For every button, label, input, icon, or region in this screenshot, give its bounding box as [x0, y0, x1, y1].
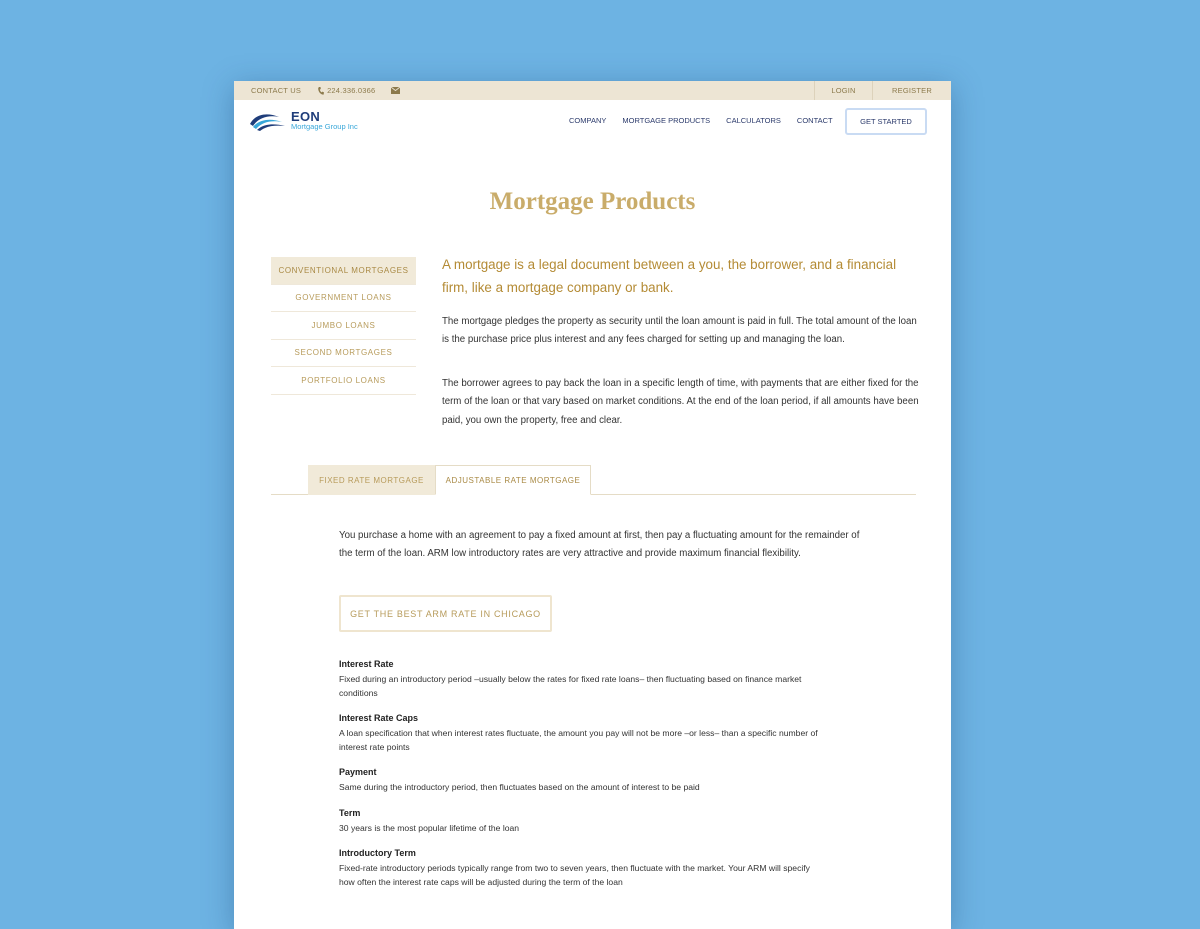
definition-term: Term — [339, 807, 361, 818]
phone-number: 224.336.0366 — [327, 86, 376, 95]
wave-logo-icon — [249, 110, 291, 132]
definition-text: Same during the introductory period, then fluctuates based on the amount of interest to be paid — [339, 782, 700, 792]
utility-bar — [234, 81, 951, 100]
main-nav — [569, 116, 849, 125]
best-arm-rate-button[interactable]: GET THE BEST ARM RATE IN CHICAGO — [339, 595, 552, 632]
definition-term: Interest Rate — [339, 659, 394, 669]
sidebar-item-jumbo-loans[interactable]: JUMBO LOANS — [271, 312, 416, 340]
definition-term: Introductory Term — [339, 848, 416, 858]
login-link[interactable]: LOGIN — [814, 81, 872, 100]
arm-description: You purchase a home with an agreement to pay a fixed amount at first, then pay a fluctuating amount for the remainder of the term of the loan. ARM low introductory rates are very attractive and provide maximum financial flexibility. — [339, 530, 860, 560]
get-started-button[interactable]: GET STARTED — [845, 108, 927, 135]
intro-paragraph: The mortgage pledges the property as security until the loan amount is paid in full. The total amount of the loan is the purchase price plus interest and any fees charged for setting up and managing the loan. — [442, 316, 917, 346]
nav-mortgage-products[interactable]: MORTGAGE PRODUCTS — [622, 116, 711, 125]
definition-text: Fixed during an introductory period –usually below the rates for fixed rate loans– then fluctuating based on finance market conditions — [339, 674, 802, 698]
definition-item — [339, 847, 819, 889]
email-link[interactable] — [391, 87, 400, 94]
phone-link[interactable] — [318, 86, 375, 95]
definition-item — [339, 658, 819, 700]
product-sidebar — [271, 257, 416, 395]
logo-name: EON — [291, 109, 321, 124]
definition-text: 30 years is the most popular lifetime of the loan — [339, 822, 520, 833]
contact-us-link[interactable]: CONTACT US — [251, 86, 302, 95]
definition-text: Fixed-rate introductory periods typically range from two to seven years, then fluctuate with the market. Your ARM will specify how often the interest rate caps will be adjusted during the term of the loan — [339, 863, 810, 887]
envelope-icon — [391, 87, 400, 94]
nav-contact[interactable]: CONTACT — [796, 116, 833, 125]
page-title: Mortgage Products — [489, 188, 696, 215]
sidebar-item-second-mortgages[interactable]: SECOND MORTGAGES — [271, 340, 416, 368]
sidebar-item-portfolio-loans[interactable]: PORTFOLIO LOANS — [271, 367, 416, 395]
tab-fixed-rate-mortgage[interactable]: FIXED RATE MORTGAGE — [308, 465, 435, 495]
definition-item — [339, 766, 819, 795]
nav-company[interactable]: COMPANY — [569, 116, 607, 125]
web-page — [234, 81, 951, 929]
site-header — [234, 100, 951, 144]
sidebar-item-government-loans[interactable]: GOVERNMENT LOANS — [271, 285, 416, 313]
definition-text: A loan specification that when interest rates fluctuate, the amount you pay will not be more –or less– than a specific number of interest rate points — [339, 728, 818, 752]
nav-calculators[interactable]: CALCULATORS — [726, 116, 781, 125]
logo[interactable] — [249, 110, 358, 132]
definition-item — [339, 712, 819, 754]
intro-lead: A mortgage is a legal document between a you, the borrower, and a financial firm, like a mortgage company or bank. — [442, 257, 897, 295]
definition-term: Payment — [339, 767, 377, 777]
sidebar-item-conventional-mortgages[interactable]: CONVENTIONAL MORTGAGES — [271, 257, 416, 285]
phone-icon — [318, 87, 324, 95]
register-link[interactable]: REGISTER — [872, 81, 951, 100]
logo-subtitle: Mortgage Group Inc — [291, 122, 358, 131]
definition-term: Interest Rate Caps — [339, 713, 419, 723]
intro-paragraph: The borrower agrees to pay back the loan in a specific length of time, with payments that are either fixed for the term of the loan or that vary based on market conditions. At the end of the loan period, if all amounts have been paid, you own the property, free and clear. — [442, 378, 919, 426]
tab-adjustable-rate-mortgage[interactable]: ADJUSTABLE RATE MORTGAGE — [435, 465, 591, 495]
definition-item — [339, 807, 819, 836]
arm-definitions — [339, 658, 819, 901]
